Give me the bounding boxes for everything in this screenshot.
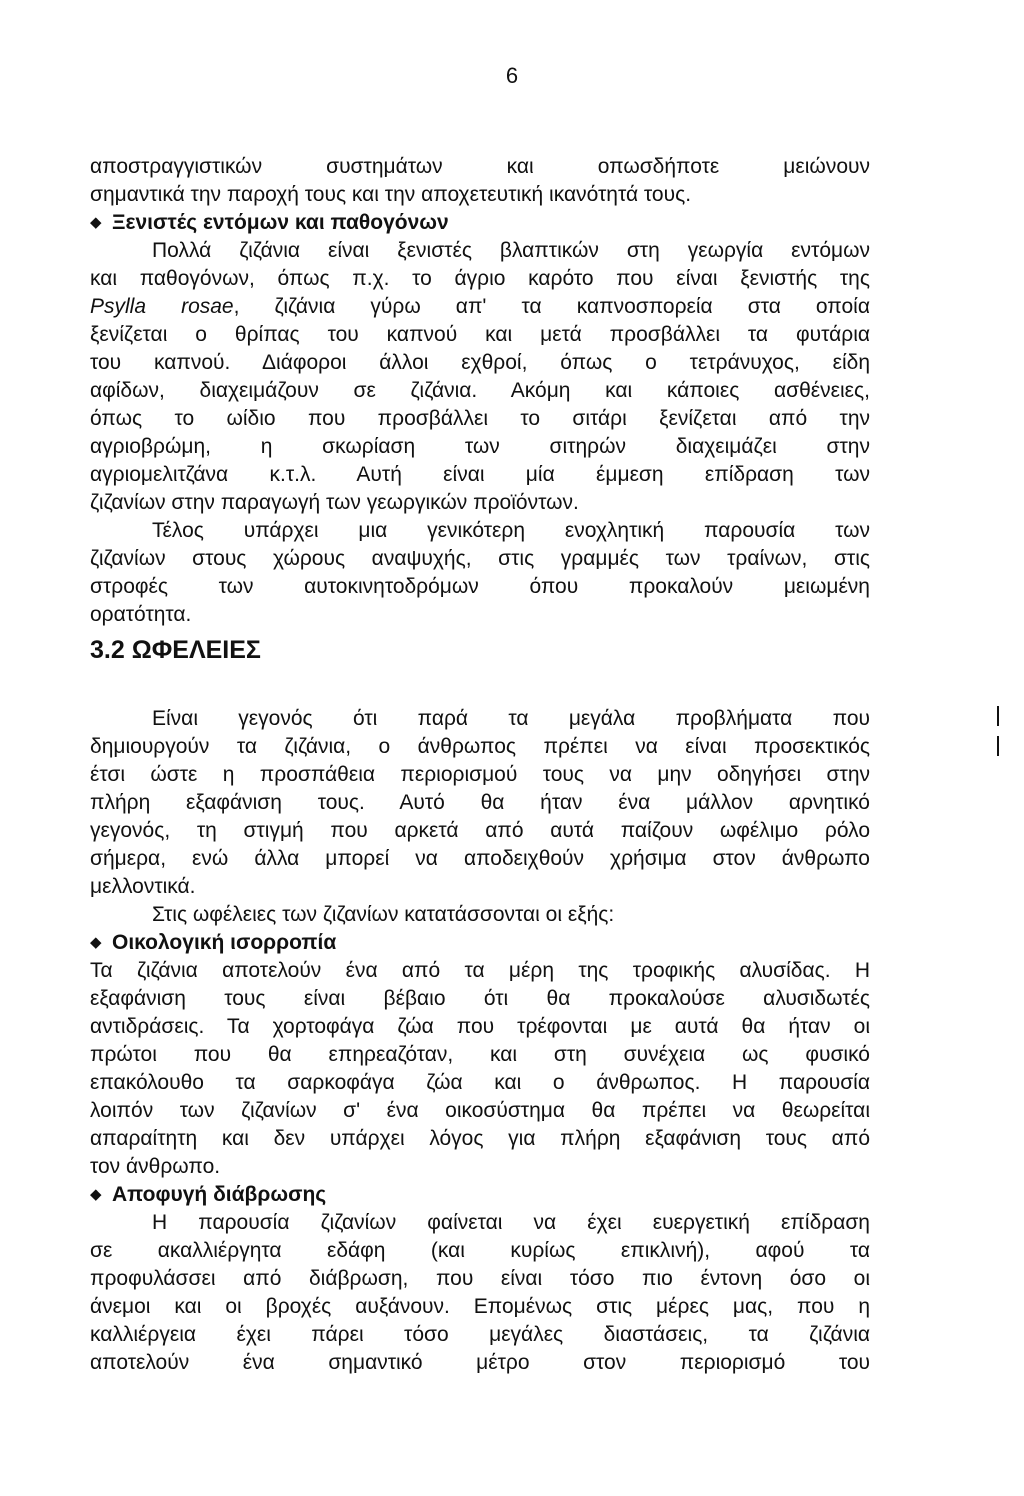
line-text: , ζιζάνια γύρω απ' τα καπνοσπορεία στα οποία <box>233 295 870 318</box>
subheading-insect-hosts <box>90 209 870 237</box>
margin-mark <box>997 706 999 726</box>
subheading-text: Αποφυγή διάβρωσης <box>112 1183 327 1206</box>
subheading-text: Ξενιστές εντόμων και παθογόνων <box>112 211 449 234</box>
paragraph-line: μελλοντικά. <box>90 875 196 898</box>
paragraph-line: αποστραγγιστικών συστημάτων και οπωσδήποτε μειώνουν <box>90 155 870 178</box>
page-number: 6 <box>505 63 519 88</box>
paragraph-line: άνεμοι και οι βροχές αυξάνουν. Επομένως στις μέρες μας, που η <box>90 1295 870 1318</box>
paragraph-line: ξενίζεται ο θρίπας του καπνού και μετά προσβάλλει τα φυτάρια <box>90 323 870 346</box>
paragraph-line: Τέλος υπάρχει μια γενικότερη ενοχλητική παρουσία των <box>152 519 870 542</box>
paragraph-line: Στις ωφέλειες των ζιζανίων κατατάσσονται οι εξής: <box>152 903 615 926</box>
paragraph-line: απαραίτητη και δεν υπάρχει λόγος για πλήρη εξαφάνιση τους από <box>90 1127 870 1150</box>
paragraph-line: Τα ζιζάνια αποτελούν ένα από τα μέρη της τροφικής αλυσίδας. Η <box>90 959 870 982</box>
paragraph-line: σημαντικά την παροχή τους και την αποχετευτική ικανότητά τους. <box>90 183 692 206</box>
paragraph-line: Πολλά ζιζάνια είναι ξενιστές βλαπτικών στη γεωργία εντόμων <box>152 239 870 262</box>
margin-mark <box>997 736 999 756</box>
paragraph-line: τον άνθρωπο. <box>90 1155 221 1178</box>
paragraph-line: δημιουργούν τα ζιζάνια, ο άνθρωπος πρέπει να είναι προσεκτικός <box>90 735 870 758</box>
paragraph-line: προφυλάσσει από διάβρωση, που είναι τόσο πιο έντονη όσο οι <box>90 1267 870 1290</box>
diamond-bullet-icon: ◆ <box>90 214 102 231</box>
diamond-bullet-icon: ◆ <box>90 1186 102 1203</box>
paragraph-line: ζιζανίων στους χώρους αναψυχής, στις γραμμές των τραίνων, στις <box>90 547 870 570</box>
subheading-text: Οικολογική ισορροπία <box>112 931 337 954</box>
paragraph-line: αφίδων, διαχειμάζουν σε ζιζάνια. Ακόμη και κάποιες ασθένειες, <box>90 379 870 402</box>
paragraph-line: αγριομελιτζάνα κ.τ.λ. Αυτή είναι μία έμμεση επίδραση των <box>90 463 870 486</box>
paragraph-line: αντιδράσεις. Τα χορτοφάγα ζώα που τρέφονται με αυτά θα ήταν οι <box>90 1015 870 1038</box>
paragraph-line: πλήρη εξαφάνιση τους. Αυτό θα ήταν ένα μάλλον αρνητικό <box>90 791 870 814</box>
paragraph-line: έτσι ώστε η προσπάθεια περιορισμού τους να μην οδηγήσει στην <box>90 763 870 786</box>
section-heading: 3.2 ΩΦΕΛΕΙΕΣ <box>90 636 261 664</box>
paragraph-line <box>90 293 870 321</box>
paragraph-line: στροφές των αυτοκινητοδρόμων όπου προκαλούν μειωμένη <box>90 575 870 598</box>
paragraph-line: λοιπόν των ζιζανίων σ' ένα οικοσύστημα θα πρέπει να θεωρείται <box>90 1099 870 1122</box>
paragraph-line: ορατότητα. <box>90 603 192 626</box>
paragraph-line: αποτελούν ένα σημαντικό μέτρο στον περιορισμό του <box>90 1351 870 1374</box>
paragraph-line: Είναι γεγονός ότι παρά τα μεγάλα προβλήματα που <box>152 707 870 730</box>
subheading-ecological-balance <box>90 929 870 957</box>
species-name: Psylla rosae <box>90 295 234 318</box>
paragraph-line: σήμερα, ενώ άλλα μπορεί να αποδειχθούν χρήσιμα στον άνθρωπο <box>90 847 870 870</box>
paragraph-line: επακόλουθο τα σαρκοφάγα ζώα και ο άνθρωπος. Η παρουσία <box>90 1071 870 1094</box>
paragraph-line: όπως το ωίδιο που προσβάλλει το σιτάρι ξενίζεται από την <box>90 407 870 430</box>
diamond-bullet-icon: ◆ <box>90 934 102 951</box>
subheading-erosion-avoidance <box>90 1181 870 1209</box>
paragraph-line: Η παρουσία ζιζανίων φαίνεται να έχει ευεργετική επίδραση <box>152 1211 870 1234</box>
paragraph-line: του καπνού. Διάφοροι άλλοι εχθροί, όπως ο τετράνυχος, είδη <box>90 351 870 374</box>
paragraph-line: εξαφάνιση τους είναι βέβαιο ότι θα προκαλούσε αλυσιδωτές <box>90 987 870 1010</box>
paragraph-line: και παθογόνων, όπως π.χ. το άγριο καρότο που είναι ξενιστής της <box>90 267 870 290</box>
paragraph-line: σε ακαλλιέργητα εδάφη (και κυρίως επικλινή), αφού τα <box>90 1239 870 1262</box>
paragraph-line: πρώτοι που θα επηρεαζόταν, και στη συνέχεια ως φυσικό <box>90 1043 870 1066</box>
paragraph-line: καλλιέργεια έχει πάρει τόσο μεγάλες διαστάσεις, τα ζιζάνια <box>90 1323 870 1346</box>
paragraph-line: αγριοβρώμη, η σκωρίαση των σιτηρών διαχειμάζει στην <box>90 435 870 458</box>
paragraph-line: ζιζανίων στην παραγωγή των γεωργικών προϊόντων. <box>90 491 579 514</box>
paragraph-line: γεγονός, τη στιγμή που αρκετά από αυτά παίζουν ωφέλιμο ρόλο <box>90 819 870 842</box>
